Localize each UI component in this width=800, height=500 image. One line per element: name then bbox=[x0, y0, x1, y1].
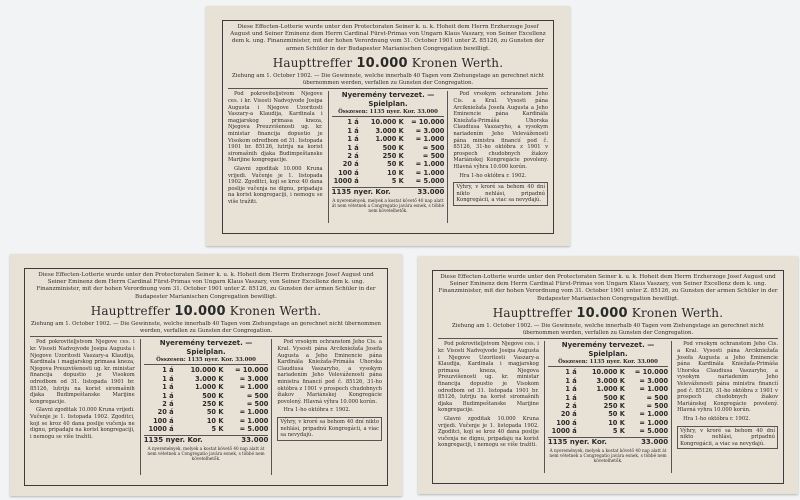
prize-total: = 3.000 bbox=[239, 374, 269, 383]
croatian-text: Pod pokroviteljstvom Njegove ces. i kr. Visosti Nadvojvode Josipa Augusta i Njegove Uzoritosti Vaszary-a Klaudija, Kardinala i magjarskog primasa kneza, Njegova Preuzvišenosti ug. kr. ministar financija dopustio je Visokom odredbom od 31. listopada 1901 br. 85126, lutriju na korist siromašnih djaka Budimpeštanske Marijine kongregacije. bbox=[438, 341, 539, 414]
prize-quantity: 2 á bbox=[347, 152, 359, 161]
prize-amount: 5 K bbox=[612, 427, 625, 436]
prize-amount: 500 K bbox=[603, 393, 625, 402]
prize-total: = 500 bbox=[646, 393, 669, 402]
prize-quantity: 1 á bbox=[347, 143, 359, 152]
prize-amount: 50 K bbox=[608, 410, 625, 419]
headline-amount: 10.000 bbox=[576, 305, 628, 321]
ticket-lead-text: Diese Effecten-Lotterie wurde unter den Protectoraten Seiner k. u. k. Hoheit dem Herrn Erzherzoge Josef August und Seiner Eminenz dem Herrn Cardinal Fürst-Primas von Ungarn Klaus Vaszary, von Seiner Excellenz dem k. ung. Finanzminister, mit der hohen Verordnung vom 31. October 1901 unter Z. 85126, zu Gunsten der armen Schüler in der Budapester Marianischen Congregation bewilligt. bbox=[438, 274, 778, 302]
croatian-text-column bbox=[30, 339, 135, 475]
prize-quantity: 1 á bbox=[565, 376, 577, 385]
croatian-text-2: Glavni zgoditak 10.000 Kruna vrijedi. Vučenje je 1. listopada 1902. Zgoditci, koji se kroz 40 dana poslije vučenja ne dignu, pripadaju na korist kongregaciji, i nemogu se više tražiti. bbox=[438, 415, 539, 449]
plan-total bbox=[332, 187, 445, 197]
ticket-lead-text: Diese Effecten-Lotterie wurde unter den Protectoraten Seiner k. u. k. Hoheit dem Herrn Erzherzoge Josef August und Seiner Eminenz dem Herrn Cardinal Fürst-Primas von Ungarn Klaus Vaszary, von Seiner Excellenz dem k. ung. Finanzminister, mit der hohen Verordnung vom 31. October 1901 unter Z. 85126, zu Gunsten der armen Schüler in der Budapester Marianischen Congregation bewilligt. bbox=[230, 24, 546, 52]
ticket-headline bbox=[438, 305, 778, 322]
prize-total: = 1.000 bbox=[239, 408, 269, 417]
total-label: 1135 nyer. Kor. bbox=[331, 187, 391, 196]
draw-note: Ziehung am 1. October 1902. — Die Gewinnste, welche innerhalb 40 Tagen vom Ziehungstage an gerechnet nicht übernommen werden, verfallen zu Gunsten der Congregation. bbox=[438, 323, 778, 340]
lottery-ticket-top bbox=[206, 6, 570, 246]
headline-amount: 10.000 bbox=[356, 55, 408, 71]
prize-amount: 500 K bbox=[202, 391, 224, 400]
prize-amount: 250 K bbox=[603, 402, 625, 411]
prize-amount: 3.000 K bbox=[596, 376, 625, 385]
prize-row bbox=[144, 383, 269, 391]
prize-total: = 5.000 bbox=[239, 425, 269, 434]
prize-amount: 5 K bbox=[211, 425, 224, 434]
prize-total: = 5.000 bbox=[639, 427, 669, 436]
plan-note: A nyeremények, melyek a kostat követő 40 nap alatt át nem vétetnek a Congregatio javára esnek, s többé nem követelhetők. bbox=[331, 197, 445, 214]
prize-amount: 10.000 K bbox=[591, 368, 625, 377]
ticket-headline bbox=[228, 55, 548, 72]
ticket-columns bbox=[30, 339, 382, 475]
prize-amount: 3.000 K bbox=[375, 126, 404, 135]
slovak-text-2: Hra 1-ho októbra r. 1902. bbox=[683, 415, 751, 422]
prize-row bbox=[332, 127, 445, 135]
headline-post: Kronen Werth. bbox=[631, 305, 724, 320]
prize-total: = 1.000 bbox=[239, 383, 269, 392]
plan-title: Nyeremény tervezet. — Spielplan. bbox=[159, 339, 253, 357]
ticket-columns bbox=[438, 341, 778, 473]
plan-head: Összesen: 1135 nyer. Kor. 33.000 bbox=[144, 357, 269, 365]
prize-plan-column bbox=[328, 91, 449, 223]
headline-pre: Haupttreffer bbox=[492, 305, 573, 320]
prize-quantity: 2 á bbox=[162, 400, 174, 409]
prize-amount: 1.000 K bbox=[375, 135, 404, 144]
prize-plan-column bbox=[544, 341, 672, 473]
croatian-text-2: Glavni zgoditak 10.000 Kruna vrijedi. Vučenje je 1. listopada 1902. Zgoditci, koji se kroz 40 dana poslije vučenja ne dignu, pripadaju na korist kongregaciji, i nemogu se više tražiti. bbox=[30, 407, 135, 440]
prize-total: = 1.000 bbox=[639, 385, 669, 394]
prize-total: = 500 bbox=[646, 402, 669, 411]
prize-row bbox=[332, 118, 445, 126]
prize-list bbox=[548, 368, 668, 435]
prize-amount: 1.000 K bbox=[195, 383, 224, 392]
prize-amount: 10 K bbox=[206, 416, 224, 425]
prize-total: = 1.000 bbox=[239, 416, 269, 425]
slovak-text-2: Hra 1-ho októbra r. 1902. bbox=[459, 172, 527, 179]
prize-quantity: 1 á bbox=[347, 118, 359, 127]
prize-list bbox=[332, 118, 445, 185]
prize-total: = 10.000 bbox=[634, 368, 669, 377]
ticket-frame bbox=[432, 270, 784, 484]
prize-total: = 1.000 bbox=[639, 410, 669, 419]
draw-note: Ziehung am 1. October 1902. — Die Gewinnste, welche innerhalb 40 Tagen vom Ziehungstage an gerechnet nicht übernommen werden, verfallen zu Gunsten der Congregation. bbox=[30, 321, 382, 338]
prize-amount: 250 K bbox=[382, 152, 404, 161]
prize-row bbox=[548, 402, 668, 410]
slovak-text: Pod vrsokym ochranstom Jeho Cis. a Kral. Vysosti pána Arcikniežaťa Josefa Augusta a Jeho Eminencie pána Kardinála Kniežaťa-Primáša Uhorska Claudiusa Vaszaryho, a vysokym nariadením Jeho Veleváženosti pána ministra financií pod č. 85126, 31-ho októbra z 1901 v prospech chudobnych žiakov Mariánskej Kongregácie povolený. Hlavná výhra 10.000 korún. bbox=[277, 339, 382, 405]
croatian-text: Pod pokroviteljstvom Njegove ces. i kr. Visosti Nadvojvode Josipa Augusta i Njegove Uzoritosti Vaszary-a Klaudija, Kardinala i magjarskog primasa kneza, Njegova Preuzvišenosti ug. kr. ministar financija dopustio je Visokom odredbom od 31. listopada 1901 br. 85126, lutriju na korist siromašnih djaka Budimpeštanske Marijine kongregacije. bbox=[30, 339, 135, 405]
croatian-text: Pod pokroviteljstvom Njegove ces. i kr. Visosti Nadvojvode Josipa Augusta i Njegove Uzoritosti Vaszary-a Klaudija, Kardinala i magjarskog primasa kneza, Njegova Preuzvišenosti ug. kr. ministar financija dopustio je Visokom odredbom od 31. listopada 1901 br. 85126, lutriju na korist siromašnih djaka Budimpeštanske Marijine kongregacije. bbox=[228, 91, 323, 164]
plan-note: A nyeremények, melyek a kostat követő 40 nap alatt át nem vétetnek a Congregatio javára esnek, s többé nem követelhetők. bbox=[549, 447, 667, 464]
total-value: 33.000 bbox=[241, 435, 269, 444]
prize-quantity: 1000 á bbox=[333, 177, 359, 186]
prize-quantity: 100 á bbox=[338, 168, 359, 177]
prize-total: = 1.000 bbox=[639, 418, 669, 427]
ticket-frame bbox=[222, 20, 554, 234]
prize-amount: 10.000 K bbox=[370, 118, 404, 127]
prize-row bbox=[144, 408, 269, 416]
prize-total: = 10.000 bbox=[411, 118, 445, 127]
headline-amount: 10.000 bbox=[174, 303, 226, 319]
prize-row bbox=[548, 368, 668, 376]
croatian-text-column bbox=[228, 91, 323, 223]
prize-quantity: 20 á bbox=[560, 410, 577, 419]
prize-row bbox=[548, 385, 668, 393]
prize-total: = 500 bbox=[246, 391, 269, 400]
prize-row bbox=[144, 392, 269, 400]
total-value: 33.000 bbox=[641, 437, 669, 446]
slovak-text: Pod vrsokym ochranstom Jeho Cis. a Kral. Vysosti pána Arcikniežaťa Josefa Augusta a Jeho Eminencie pána Kardinála Kniežaťa-Primáša Uhorska Claudiusa Vaszaryho, a vysokym nariadením Jeho Veleváženosti pána ministra financií pod č. 85126, 31-ho októbra z 1901 v prospech chudobnych žiakov Mariánskej Kongregácie povolený. Hlavná výhra 10.000 korún. bbox=[677, 341, 778, 414]
prize-total: = 3.000 bbox=[415, 126, 445, 135]
prize-total: = 500 bbox=[422, 152, 445, 161]
prize-row bbox=[332, 160, 445, 168]
prize-amount: 3.000 K bbox=[195, 374, 224, 383]
prize-quantity: 1 á bbox=[565, 393, 577, 402]
croatian-text-2: Glavni zgoditak 10.000 Kruna vrijedi. Vučenje je 1. listopada 1902. Zgoditci, koji se kroz 40 dana poslije vučenja ne dignu, pripadaju na korist kongregaciji, i nemogu se više tražiti. bbox=[228, 165, 323, 205]
prize-row bbox=[548, 394, 668, 402]
prize-total: = 500 bbox=[246, 400, 269, 409]
prize-row bbox=[144, 366, 269, 374]
prize-quantity: 2 á bbox=[565, 402, 577, 411]
prize-row bbox=[332, 152, 445, 160]
prize-total: = 500 bbox=[422, 143, 445, 152]
ticket-headline bbox=[30, 303, 382, 320]
prize-amount: 10 K bbox=[608, 418, 625, 427]
plan-note: A nyeremények, melyek a kostat követő 40 nap alatt át nem vétetnek a Congregatio javára esnek, s többé nem követelhetők. bbox=[147, 445, 265, 462]
prize-quantity: 1 á bbox=[565, 368, 577, 377]
ticket-lead-text: Diese Effecten-Lotterie wurde unter den Protectoraten Seiner k. u. k. Hoheit dem Herrn Erzherzoge Josef August und Seiner Eminenz dem Herrn Cardinal Fürst-Primas von Ungarn Klaus Vaszary, von Seiner Excellenz dem k. ung. Finanzminister, mit der hohen Verordnung vom 31. October 1901 unter Z. 85126, zu Gunsten der armen Schüler in der Budapester Marianischen Congregation bewilligt. bbox=[36, 272, 376, 300]
prize-total: = 1.000 bbox=[415, 135, 445, 144]
slovak-text-column bbox=[677, 341, 778, 473]
lottery-ticket-bottom-left bbox=[10, 254, 402, 496]
lottery-ticket-bottom-right bbox=[418, 256, 798, 494]
draw-note: Ziehung am 1. October 1902. — Die Gewinnste, welche innerhalb 40 Tagen vom Ziehungstage an gerechnet nicht übernommen werden, verfallen zu Gunsten der Congregation. bbox=[228, 73, 548, 90]
prize-quantity: 1 á bbox=[347, 135, 359, 144]
total-value: 33.000 bbox=[417, 187, 445, 196]
prize-row bbox=[144, 425, 269, 433]
prize-row bbox=[144, 417, 269, 425]
prize-quantity: 1 á bbox=[162, 374, 174, 383]
slovak-text: Pod vrsokym ochranstom Jeho Cis. a Kral. Vysosti pána Arcikniežaťa Josefa Augusta a Jeho Eminencie pána Kardinála Kniežaťa-Primáša Uhorska Claudiusa Vaszaryho, a vysokym nariadením Jeho Veleváženosti pána ministra financií pod č. 85126, 31-ho októbra z 1901 v prospech chudobnych žiakov Mariánskej Kongregácie povolený. Hlavná výhra 10.000 korún. bbox=[453, 91, 548, 170]
prize-amount: 10 K bbox=[387, 168, 404, 177]
headline-post: Kronen Werth. bbox=[229, 303, 322, 318]
prize-row bbox=[548, 410, 668, 418]
prize-quantity: 100 á bbox=[153, 416, 174, 425]
croatian-text-column bbox=[438, 341, 539, 473]
slovak-box: Výhry, v kroré sa behom 40 dní nikto nehlási, pripadnú Kongregácii, a viac sa nevydajú. bbox=[677, 426, 778, 450]
ticket-columns bbox=[228, 91, 548, 223]
slovak-text-2: Hra 1-ho októbra r. 1902. bbox=[283, 407, 351, 414]
slovak-text-column bbox=[277, 339, 382, 475]
slovak-text-column bbox=[453, 91, 548, 223]
prize-quantity: 1000 á bbox=[148, 425, 174, 434]
plan-title: Nyeremény tervezet. — Spielplan. bbox=[341, 91, 435, 109]
plan-total bbox=[144, 435, 269, 445]
prize-row bbox=[332, 135, 445, 143]
prize-total: = 1.000 bbox=[415, 168, 445, 177]
prize-quantity: 20 á bbox=[342, 160, 359, 169]
plan-title: Nyeremény tervezet. — Spielplan. bbox=[561, 341, 655, 359]
prize-quantity: 1 á bbox=[565, 385, 577, 394]
prize-row bbox=[332, 169, 445, 177]
prize-amount: 1.000 K bbox=[596, 385, 625, 394]
headline-pre: Haupttreffer bbox=[90, 303, 171, 318]
headline-pre: Haupttreffer bbox=[272, 55, 353, 70]
prize-plan-column bbox=[140, 339, 273, 475]
headline-post: Kronen Werth. bbox=[411, 55, 504, 70]
prize-row bbox=[144, 375, 269, 383]
prize-row bbox=[332, 144, 445, 152]
prize-amount: 250 K bbox=[202, 400, 224, 409]
slovak-box: Výhry, v kroré sa behom 40 dní nikto nehlási, pripadnú Kongregácii, a viac sa nevydajú. bbox=[277, 417, 382, 441]
total-label: 1135 nyer. Kor. bbox=[143, 435, 203, 444]
prize-amount: 50 K bbox=[206, 408, 224, 417]
prize-amount: 500 K bbox=[382, 143, 404, 152]
prize-amount: 5 K bbox=[391, 177, 404, 186]
plan-head: Összesen: 1135 nyer. Kor. 33.000 bbox=[332, 109, 445, 117]
ticket-frame bbox=[24, 268, 388, 486]
prize-amount: 50 K bbox=[387, 160, 404, 169]
prize-list bbox=[144, 366, 269, 433]
plan-head: Összesen: 1135 nyer. Kor. 33.000 bbox=[548, 359, 668, 367]
prize-row bbox=[332, 177, 445, 185]
plan-total bbox=[548, 437, 668, 447]
total-label: 1135 nyer. Kor. bbox=[547, 437, 607, 446]
prize-row bbox=[548, 377, 668, 385]
prize-quantity: 100 á bbox=[556, 418, 577, 427]
prize-quantity: 1 á bbox=[347, 126, 359, 135]
slovak-box: Výhry, v kroré sa behom 40 dní nikto nehlási, pripadnú Kongregácii, a viac sa nevydajú. bbox=[453, 182, 548, 206]
prize-quantity: 1 á bbox=[162, 366, 174, 375]
prize-total: = 5.000 bbox=[415, 177, 445, 186]
prize-total: = 1.000 bbox=[415, 160, 445, 169]
prize-quantity: 1000 á bbox=[551, 427, 577, 436]
prize-row bbox=[144, 400, 269, 408]
prize-row bbox=[548, 419, 668, 427]
prize-quantity: 20 á bbox=[157, 408, 174, 417]
prize-total: = 3.000 bbox=[639, 376, 669, 385]
prize-total: = 10.000 bbox=[235, 366, 269, 375]
prize-amount: 10.000 K bbox=[190, 366, 224, 375]
prize-quantity: 1 á bbox=[162, 383, 174, 392]
prize-row bbox=[548, 427, 668, 435]
prize-quantity: 1 á bbox=[162, 391, 174, 400]
